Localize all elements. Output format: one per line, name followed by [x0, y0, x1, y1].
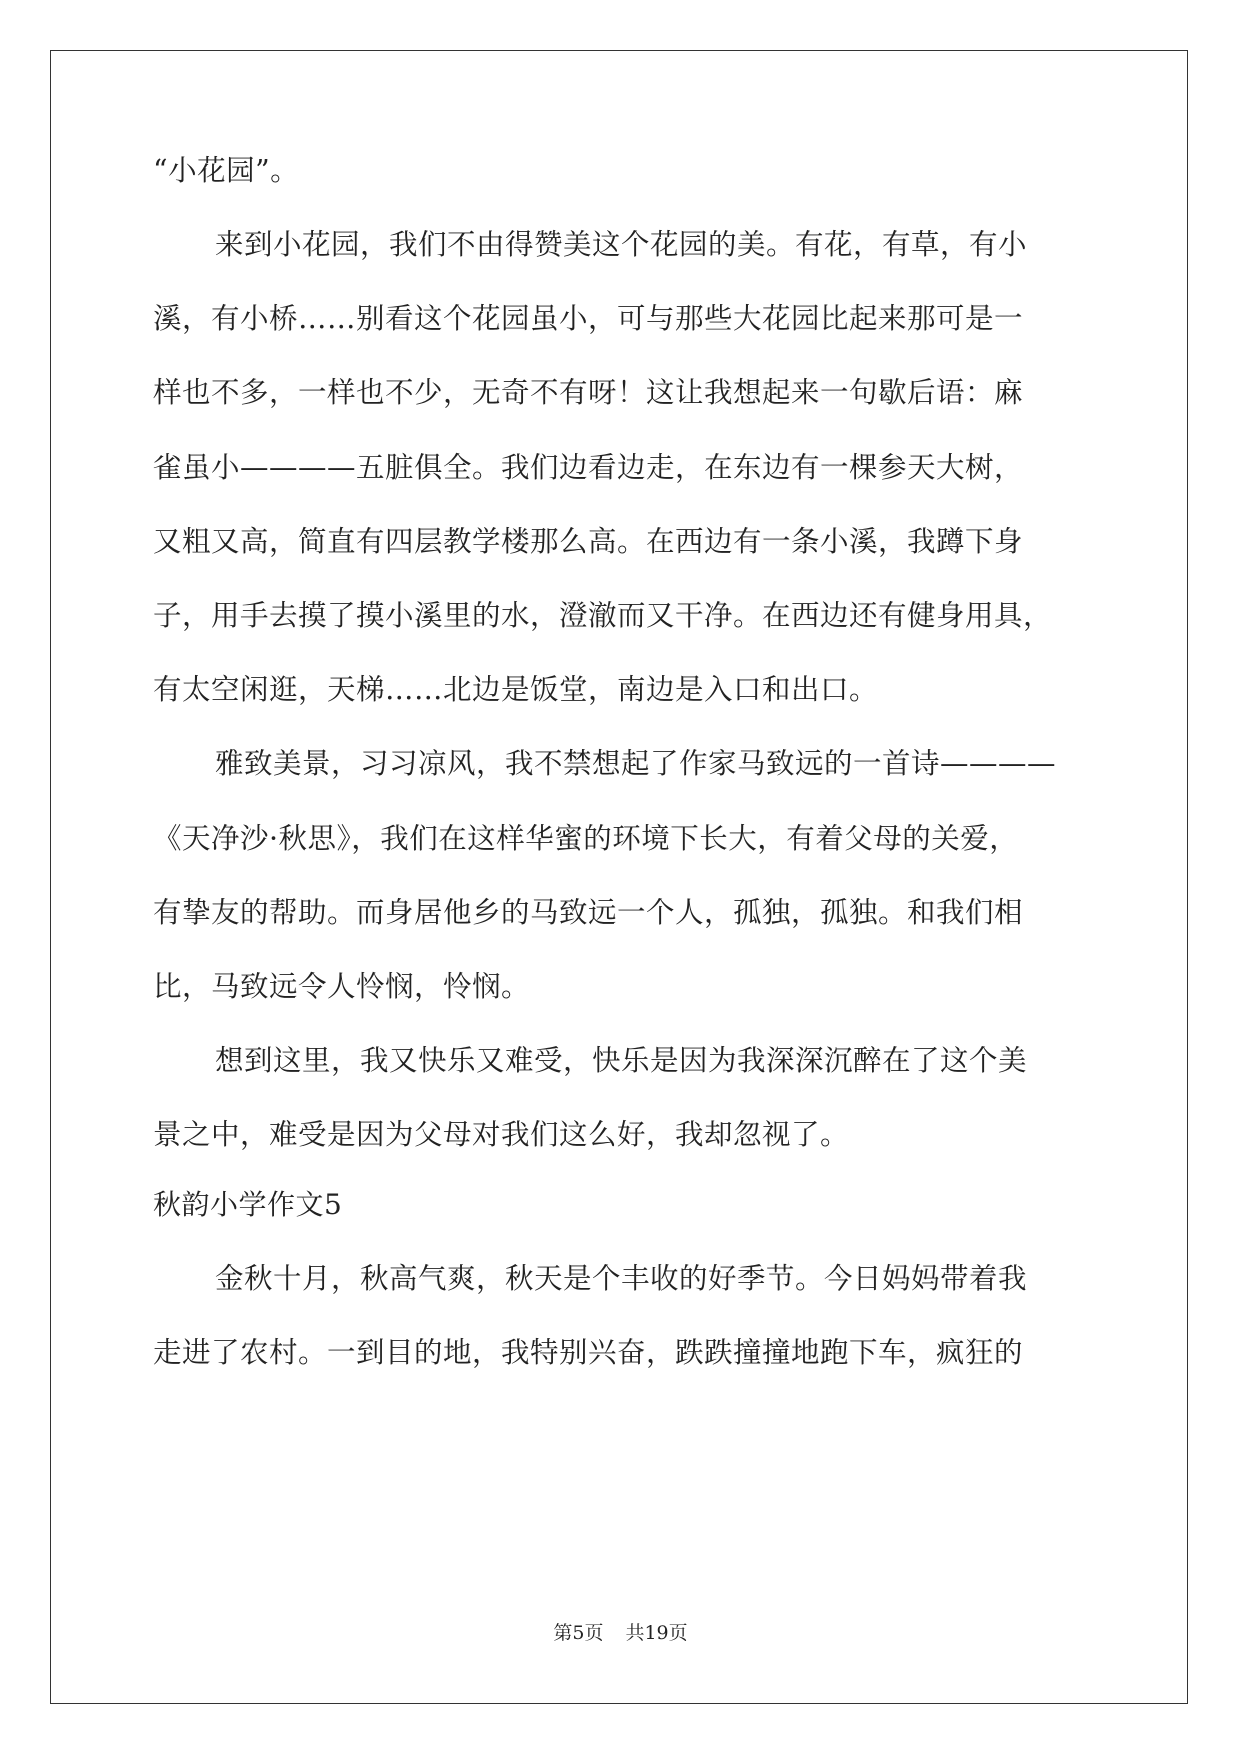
text-line: 走进了农村。一到目的地，我特别兴奋，跌跌撞撞地跑下车，疯狂的 [153, 1336, 1024, 1369]
text-line: “小花园”。 [153, 154, 300, 187]
paragraph-first-line: 想到这里，我又快乐又难受，快乐是因为我深深沉醉在了这个美 [215, 1044, 1028, 1077]
text-line: 子，用手去摸了摸小溪里的水，澄澈而又干净。在西边还有健身用具， [153, 599, 1053, 632]
text-line: 景之中，难受是因为父母对我们这么好，我却忽视了。 [153, 1118, 850, 1151]
page-footer [0, 1621, 1241, 1645]
text-line: 又粗又高，简直有四层教学楼那么高。在西边有一条小溪，我蹲下身 [153, 525, 1024, 558]
page-number: 第5页 [553, 1622, 604, 1644]
text-line: 有太空闲逛，天梯……北边是饭堂，南边是入口和出口。 [153, 673, 879, 706]
paragraph-first-line: 金秋十月，秋高气爽，秋天是个丰收的好季节。今日妈妈带着我 [215, 1262, 1028, 1295]
text-line: 样也不多，一样也不少，无奇不有呀！这让我想起来一句歇后语：麻 [153, 376, 1024, 409]
page-total: 共19页 [625, 1622, 688, 1644]
text-line: 有挚友的帮助。而身居他乡的马致远一个人，孤独，孤独。和我们相 [153, 896, 1024, 929]
text-line: 《天净沙·秋思》，我们在这样华蜜的环境下长大，有着父母的关爱， [153, 822, 1019, 855]
text-line: 比，马致远令人怜悯，怜悯。 [153, 970, 531, 1003]
paragraph-first-line: 来到小花园，我们不由得赞美这个花园的美。有花，有草，有小 [215, 228, 1028, 261]
section-heading: 秋韵小学作文5 [153, 1188, 343, 1221]
text-line: 溪，有小桥……别看这个花园虽小，可与那些大花园比起来那可是一 [153, 302, 1024, 335]
paragraph-first-line: 雅致美景，习习凉风，我不禁想起了作家马致远的一首诗———— [215, 747, 1057, 780]
text-line: 雀虽小————五脏俱全。我们边看边走，在东边有一棵参天大树， [153, 451, 1024, 484]
